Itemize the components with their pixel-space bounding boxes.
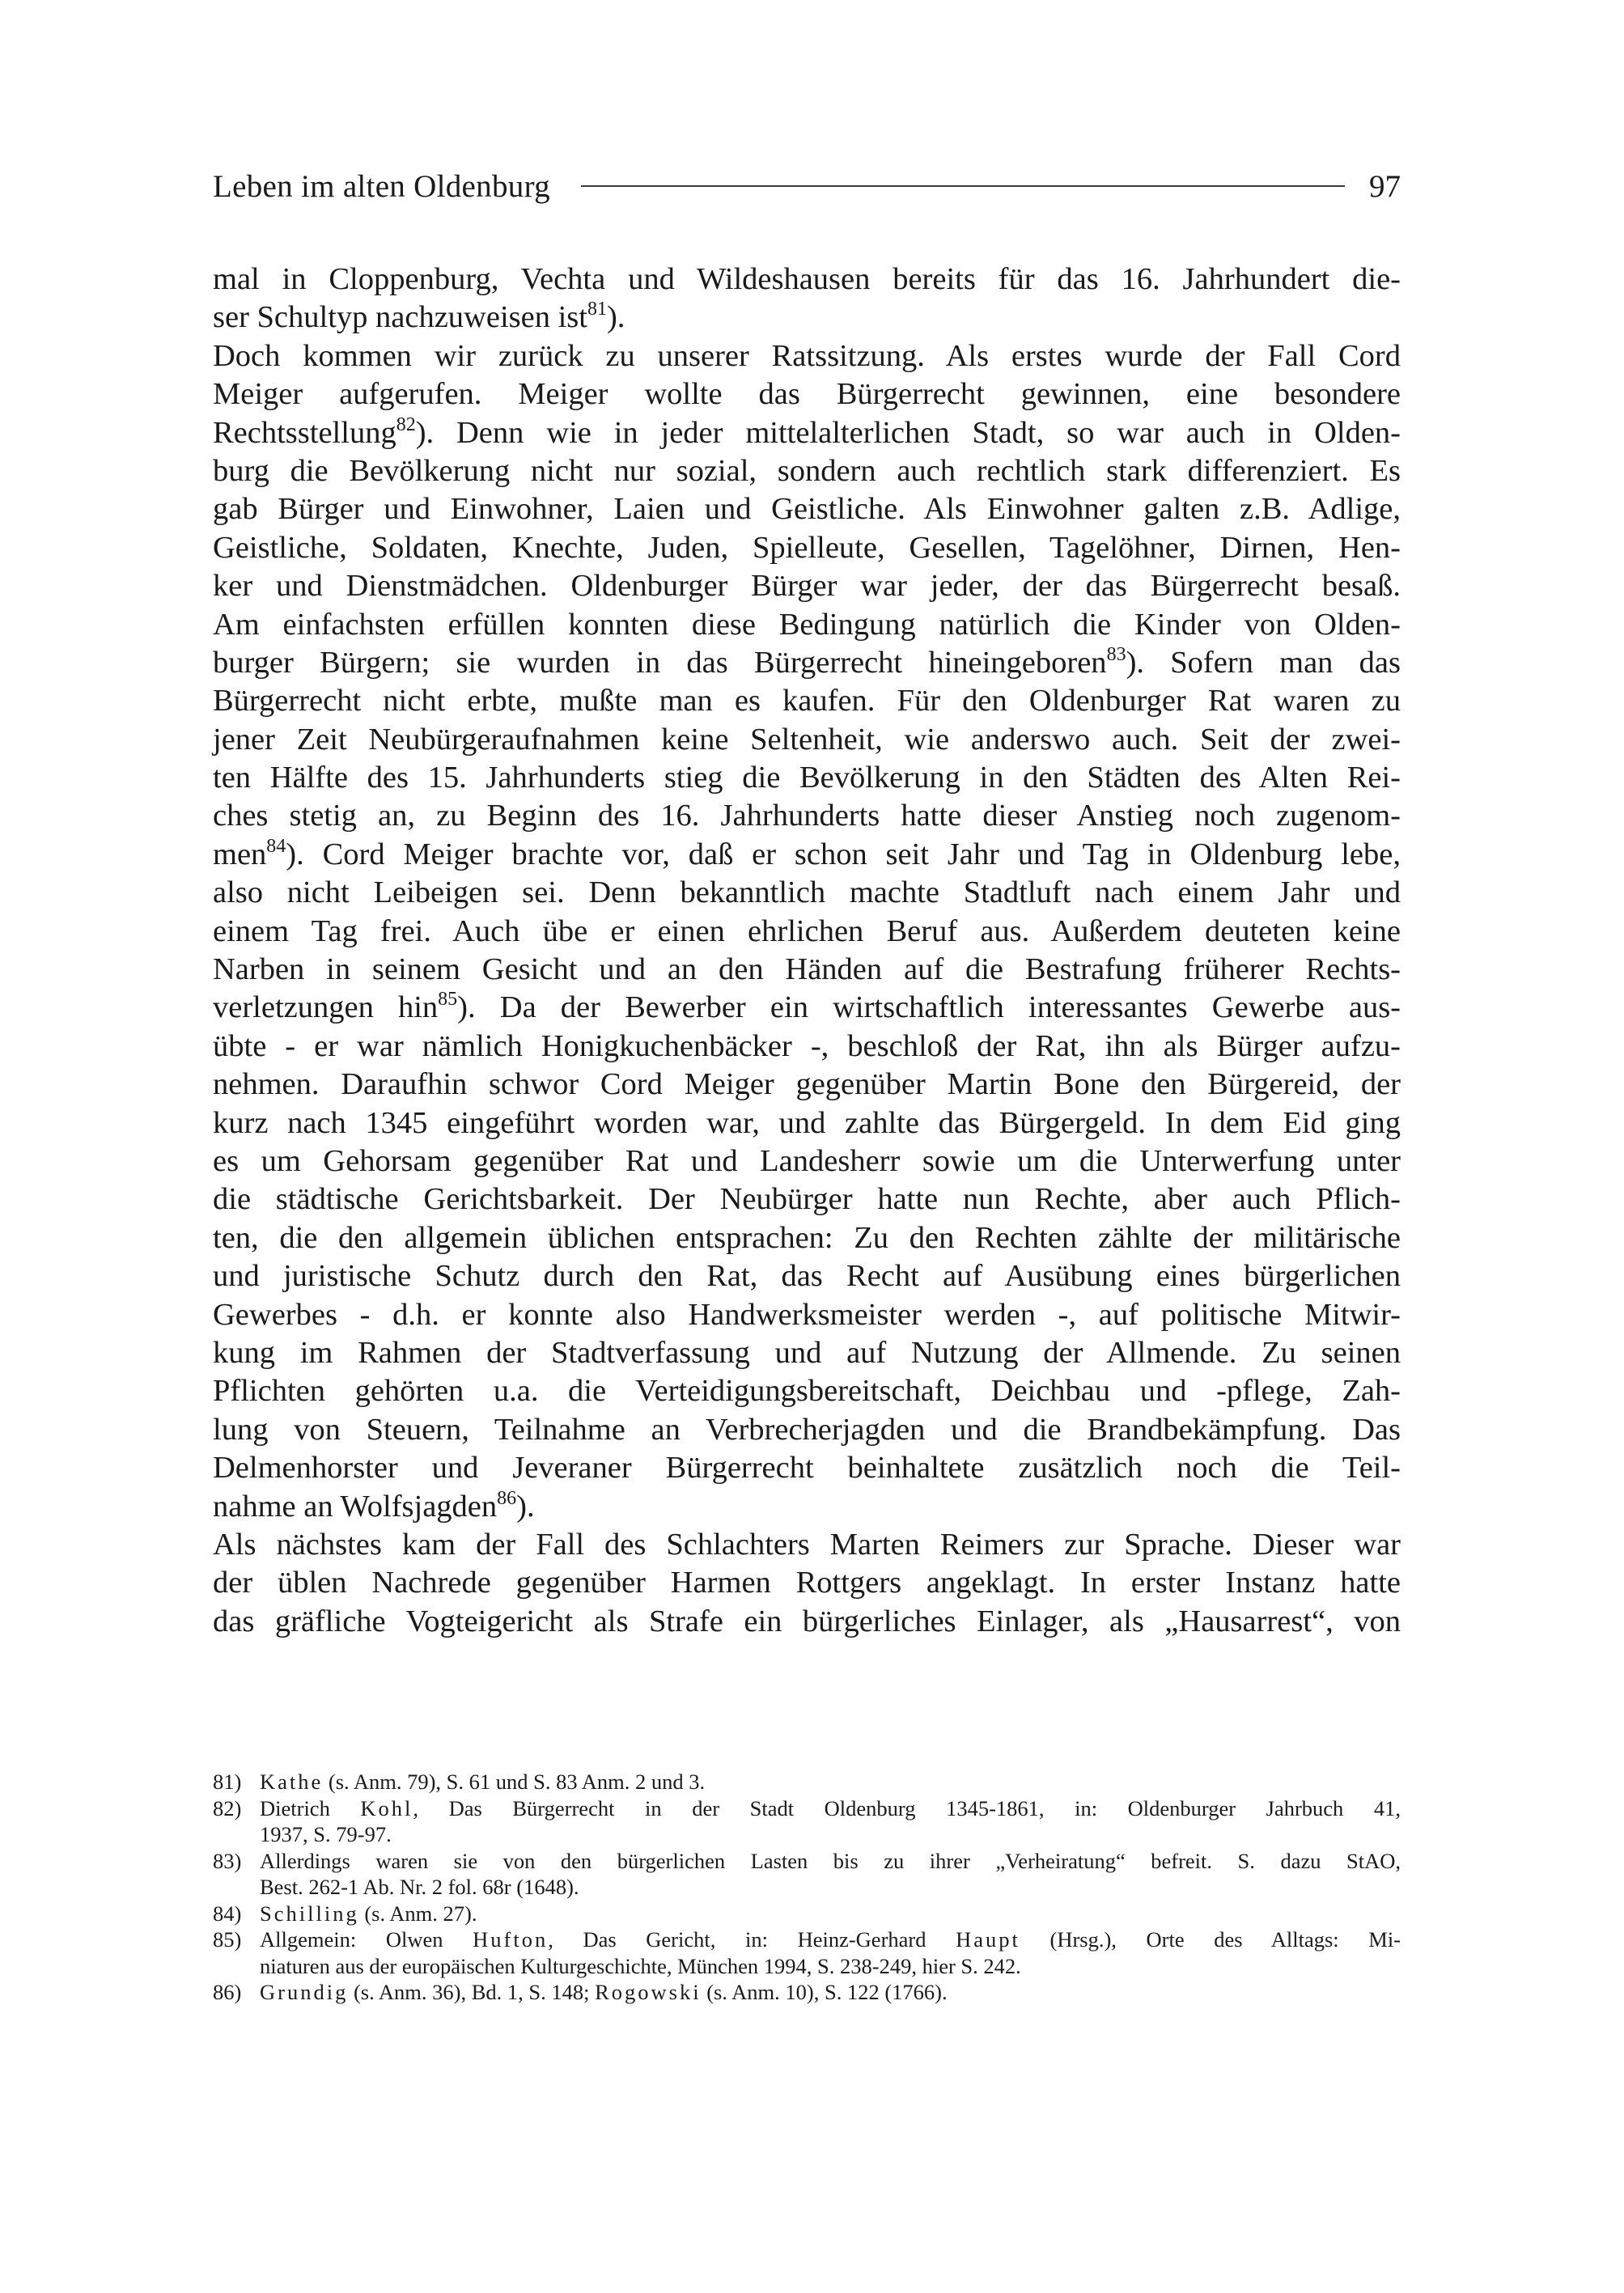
footnote-line: [260, 1953, 1401, 1980]
text-segment: Pflichten gehörten u.a. die Verteidigungsbereitschaft, Deichbau und -pflege, Zah-: [213, 1374, 1401, 1409]
text-line: [213, 1449, 1401, 1487]
text-line: [213, 721, 1401, 759]
text-line: [213, 1411, 1401, 1449]
running-title: Leben im alten Oldenburg: [213, 168, 550, 204]
text-line: [213, 836, 1401, 874]
text-segment: Allerdings waren sie von den bürgerlichen Lasten bis zu ihrer „Verheiratung“ befreit. S. dazu StAO,: [260, 1848, 1401, 1873]
text-line: [213, 797, 1401, 835]
text-segment: Meiger aufgerufen. Meiger wollte das Bürgerrecht gewinnen, eine besondere: [213, 377, 1401, 412]
footnote-line: [260, 1795, 1401, 1822]
footnote-reference[interactable]: 81: [587, 299, 607, 320]
text-segment: Geistliche, Soldaten, Knechte, Juden, Spielleute, Gesellen, Tagelöhner, Dirnen, Hen-: [213, 530, 1401, 565]
text-segment: der üblen Nachrede gegenüber Harmen Rottgers angeklagt. In erster Instanz hatte: [213, 1566, 1401, 1600]
text-line: [213, 1066, 1401, 1104]
text-segment: , Das Gericht, in: Heinz-Gerhard: [548, 1927, 956, 1952]
footnote: [213, 1979, 1401, 2006]
text-line: [213, 452, 1401, 490]
text-segment: übte - er war nämlich Honigkuchenbäcker -, beschloß der Rat, ihn als Bürger aufzu-: [213, 1028, 1401, 1063]
running-header: [213, 166, 1401, 206]
text-line: [213, 1334, 1401, 1372]
text-segment: ). Denn wie in jeder mittelalterlichen Stadt, so war auch in Olden-: [415, 415, 1401, 450]
text-line: [213, 567, 1401, 605]
text-line: [213, 951, 1401, 989]
text-line: [213, 1180, 1401, 1219]
text-segment: das gräfliche Vogteigericht als Strafe ein bürgerliches Einlager, als „Hausarrest“, von: [213, 1604, 1401, 1638]
text-segment: die städtische Gerichtsbarkeit. Der Neubürger hatte nun Rechte, aber auch Pflich-: [213, 1182, 1401, 1217]
text-segment: Delmenhorster und Jeveraner Bürgerrecht beinhaltete zusätzlich noch die Teil-: [213, 1451, 1401, 1486]
text-segment: Als nächstes kam der Fall des Schlachters Marten Reimers zur Sprache. Dieser war: [213, 1527, 1401, 1562]
footnote-text: [260, 1769, 1401, 1795]
footnote-number: 83): [213, 1848, 242, 1873]
text-segment: ten, die den allgemein üblichen entsprachen: Zu den Rechten zählte der militärische: [213, 1220, 1401, 1255]
author-name: Haupt: [956, 1927, 1020, 1952]
text-line: [213, 913, 1401, 951]
text-segment: ).: [606, 300, 625, 335]
text-line: [213, 1372, 1401, 1410]
footnote-text: [260, 1901, 1401, 1927]
text-line: [213, 1564, 1401, 1602]
text-segment: mal in Cloppenburg, Vechta und Wildeshausen bereits für das 16. Jahrhundert die-: [213, 262, 1401, 296]
text-segment: verletzungen hin: [213, 990, 439, 1025]
text-segment: jener Zeit Neubürgeraufnahmen keine Seltenheit, wie anderswo auch. Seit der zwei-: [213, 722, 1401, 757]
text-segment: Doch kommen wir zurück zu unserer Ratssitzung. Als erstes wurde der Fall Cord: [213, 338, 1401, 373]
footnote: [213, 1926, 1401, 1979]
text-line: [213, 1142, 1401, 1180]
author-name: Kathe: [260, 1770, 324, 1794]
footnote-line: [260, 1979, 1401, 2006]
footnote-number: 81): [213, 1770, 242, 1794]
text-line: [213, 606, 1401, 644]
text-segment: burg die Bevölkerung nicht nur sozial, sondern auch rechtlich stark differenziert. Es: [213, 453, 1401, 488]
text-segment: burger Bürgern; sie wurden in das Bürgerrecht hineingeboren: [213, 645, 1107, 680]
footnote-number: 82): [213, 1795, 242, 1820]
footnote-line: [260, 1901, 1401, 1927]
text-segment: 1937, S. 79-97.: [260, 1822, 392, 1846]
text-line: [213, 1603, 1401, 1641]
footnote-line: [260, 1874, 1401, 1901]
text-segment: (s. Anm. 36), Bd. 1, S. 148;: [348, 1980, 596, 2004]
text-line: [213, 414, 1401, 452]
footnote-line: [260, 1848, 1401, 1875]
footnote: [213, 1848, 1401, 1901]
text-segment: Rechtsstellung: [213, 415, 396, 450]
body-text: [213, 261, 1401, 1641]
text-line: [213, 1104, 1401, 1142]
footnotes: [213, 1769, 1401, 2006]
text-segment: (s. Anm. 27).: [358, 1901, 477, 1926]
footnote-number: 86): [213, 1980, 242, 2004]
footnote-text: [260, 1848, 1401, 1901]
footnote-line: [260, 1926, 1401, 1953]
footnote-line: [260, 1769, 1401, 1795]
text-segment: ten Hälfte des 15. Jahrhunderts stieg die Bevölkerung in den Städten des Alten Rei-: [213, 761, 1401, 795]
text-segment: (s. Anm. 79), S. 61 und S. 83 Anm. 2 und 3.: [323, 1770, 706, 1794]
footnote-reference[interactable]: 85: [438, 989, 458, 1011]
text-segment: lung von Steuern, Teilnahme an Verbrecherjagden und die Brandbekämpfung. Das: [213, 1412, 1401, 1447]
text-line: [213, 1028, 1401, 1066]
text-line: [213, 529, 1401, 567]
text-segment: ). Da der Bewerber ein wirtschaftlich interessantes Gewerbe aus-: [457, 990, 1401, 1025]
text-segment: kurz nach 1345 eingeführt worden war, und zahlte das Bürgergeld. In dem Eid ging: [213, 1105, 1401, 1140]
header-rule: [581, 185, 1345, 187]
footnote-reference[interactable]: 84: [266, 835, 286, 857]
text-line: [213, 989, 1401, 1027]
footnote-line: [260, 1821, 1401, 1848]
text-segment: Allgemein: Olwen: [260, 1927, 473, 1952]
text-segment: ).: [516, 1489, 535, 1524]
text-line: [213, 1219, 1401, 1257]
text-line: [213, 299, 1401, 337]
footnote-reference[interactable]: 82: [396, 413, 416, 435]
text-line: [213, 1296, 1401, 1334]
text-segment: Gewerbes - d.h. er konnte also Handwerksmeister werden -, auf politische Mitwir-: [213, 1297, 1401, 1332]
text-segment: Bürgerrecht nicht erbte, mußte man es kaufen. Für den Oldenburger Rat waren zu: [213, 684, 1401, 718]
text-segment: men: [213, 837, 267, 871]
text-segment: nehmen. Daraufhin schwor Cord Meiger gegenüber Martin Bone den Bürgereid, der: [213, 1067, 1401, 1102]
footnote: [213, 1795, 1401, 1848]
footnote: [213, 1769, 1401, 1795]
author-name: Hufton: [473, 1927, 549, 1952]
text-segment: , Das Bürgerrecht in der Stadt Oldenburg 1345-1861, in: Oldenburger Jahrbuch 41,: [413, 1795, 1401, 1820]
text-line: [213, 682, 1401, 720]
footnote-text: [260, 1795, 1401, 1848]
author-name: Schilling: [260, 1901, 359, 1926]
text-line: [213, 874, 1401, 912]
author-name: Kohl: [360, 1795, 413, 1820]
page-number: 97: [1369, 168, 1401, 204]
text-line: [213, 1526, 1401, 1564]
text-segment: ). Sofern man das: [1126, 645, 1401, 680]
text-segment: ker und Dienstmädchen. Oldenburger Bürger war jeder, der das Bürgerrecht besaß.: [213, 569, 1401, 604]
author-name: Grundig: [260, 1980, 349, 2004]
footnote: [213, 1901, 1401, 1927]
text-line: [213, 490, 1401, 528]
text-line: [213, 261, 1401, 299]
text-segment: kung im Rahmen der Stadtverfassung und auf Nutzung der Allmende. Zu seinen: [213, 1335, 1401, 1370]
text-segment: nahme an Wolfsjagden: [213, 1489, 498, 1524]
text-line: [213, 1257, 1401, 1295]
footnote-text: [260, 1979, 1401, 2006]
text-line: [213, 644, 1401, 682]
author-name: Rogowski: [595, 1980, 702, 2004]
text-segment: einem Tag frei. Auch übe er einen ehrlichen Beruf aus. Außerdem deuteten keine: [213, 913, 1401, 948]
footnote-reference[interactable]: 86: [497, 1487, 517, 1509]
text-segment: ches stetig an, zu Beginn des 16. Jahrhunderts hatte dieser Anstieg noch zugenom-: [213, 799, 1401, 833]
text-segment: (s. Anm. 10), S. 122 (1766).: [701, 1980, 948, 2004]
text-segment: Narben in seinem Gesicht und an den Händen auf die Bestrafung früherer Rechts-: [213, 952, 1401, 987]
text-segment: Dietrich: [260, 1795, 361, 1820]
text-segment: (Hrsg.), Orte des Alltags: Mi-: [1020, 1927, 1401, 1952]
footnote-number: 85): [213, 1927, 242, 1952]
text-segment: Best. 262-1 Ab. Nr. 2 fol. 68r (1648).: [260, 1875, 579, 1899]
text-segment: niaturen aus der europäischen Kulturgeschichte, München 1994, S. 238-249, hier S. 242.: [260, 1953, 1021, 1978]
text-line: [213, 375, 1401, 413]
text-segment: und juristische Schutz durch den Rat, das Recht auf Ausübung eines bürgerlichen: [213, 1259, 1401, 1294]
footnote-text: [260, 1926, 1401, 1979]
text-segment: es um Gehorsam gegenüber Rat und Landesherr sowie um die Unterwerfung unter: [213, 1143, 1401, 1178]
text-segment: Am einfachsten erfüllen konnten diese Bedingung natürlich die Kinder von Olden-: [213, 607, 1401, 642]
text-segment: ser Schultyp nachzuweisen ist: [213, 300, 587, 335]
text-segment: ). Cord Meiger brachte vor, daß er schon seit Jahr und Tag in Oldenburg lebe,: [286, 837, 1401, 871]
text-line: [213, 337, 1401, 375]
text-segment: also nicht Leibeigen sei. Denn bekanntlich machte Stadtluft nach einem Jahr und: [213, 875, 1401, 910]
text-line: [213, 1488, 1401, 1526]
footnote-number: 84): [213, 1901, 242, 1926]
text-segment: gab Bürger und Einwohner, Laien und Geistliche. Als Einwohner galten z.B. Adlige,: [213, 492, 1401, 527]
footnote-reference[interactable]: 83: [1106, 643, 1126, 665]
text-line: [213, 759, 1401, 797]
